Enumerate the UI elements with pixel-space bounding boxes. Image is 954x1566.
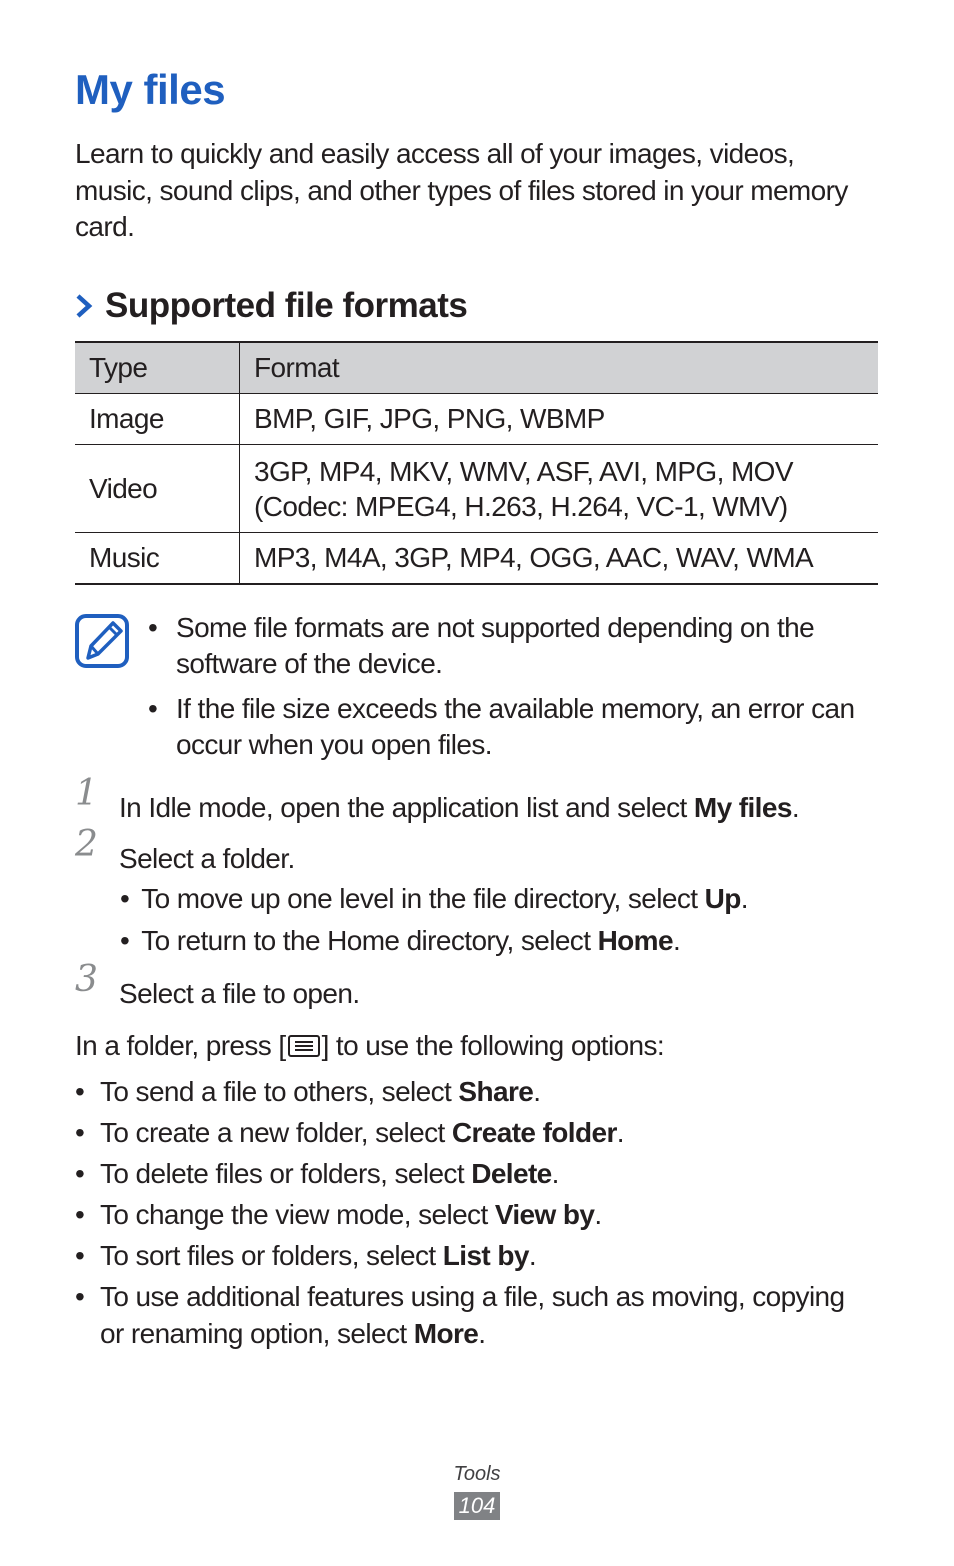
option-bold: List by — [442, 1240, 529, 1271]
option-text: To change the view mode, select — [100, 1199, 495, 1230]
list-item — [75, 1156, 865, 1193]
page-number-badge: 104 — [454, 1492, 500, 1520]
substep-end: . — [672, 925, 681, 956]
note-item: • Some file formats are not supported depending on the software of the device. — [148, 610, 868, 682]
list-item — [75, 1238, 865, 1275]
option-end: . — [616, 1117, 624, 1148]
substep-item — [120, 925, 680, 957]
option-end: . — [551, 1158, 559, 1189]
step-text-plain: In Idle mode, open the application list and select — [119, 792, 694, 823]
option-bold: View by — [494, 1199, 595, 1230]
page-title: My files — [75, 66, 226, 113]
footer-section-label: Tools — [453, 1463, 501, 1485]
option-text: To delete files or folders, select — [100, 1158, 472, 1189]
format-line: 3GP, MP4, MKV, WMV, ASF, AVI, MPG, MOV — [254, 455, 793, 487]
table-row — [75, 445, 878, 533]
option-end: . — [478, 1317, 486, 1349]
menu-key-icon — [288, 1035, 320, 1057]
table-row — [75, 533, 878, 585]
section-heading — [75, 286, 467, 326]
option-end: . — [528, 1240, 537, 1271]
table-cell-type: Video — [75, 445, 240, 533]
step-text: Select a file to open. — [119, 978, 360, 1009]
substep-end: . — [740, 883, 748, 914]
list-item — [75, 1115, 865, 1152]
option-bold: Delete — [471, 1158, 552, 1189]
table-cell-type: Music — [75, 533, 240, 585]
options-intro-before: In a folder, press [ — [75, 1030, 286, 1061]
substep-bold: Home — [597, 925, 673, 956]
options-intro — [75, 1030, 664, 1062]
list-item — [75, 1074, 865, 1111]
list-item — [75, 1197, 865, 1234]
options-list — [75, 1074, 865, 1357]
table-header-format: Format — [240, 342, 879, 394]
table-row — [75, 394, 878, 445]
step-number: 2 — [75, 824, 98, 865]
step-text-end: . — [791, 792, 799, 823]
option-bold: Share — [458, 1076, 534, 1107]
note-item: • If the file size exceeds the available memory, an error can occur when you open files. — [148, 691, 868, 763]
section-heading-text: Supported file formats — [105, 286, 468, 325]
chevron-right-icon — [75, 294, 93, 318]
table-header-row — [75, 342, 878, 394]
list-item — [75, 1279, 865, 1352]
option-end: . — [533, 1076, 541, 1107]
substep-text: To move up one level in the file directory, select — [141, 883, 705, 914]
option-text: To sort files or folders, select — [100, 1240, 443, 1271]
option-bold: More — [413, 1317, 479, 1349]
step-number: 3 — [75, 959, 98, 1000]
option-text: To send a file to others, select — [100, 1076, 459, 1107]
substep-item — [120, 883, 748, 915]
intro-paragraph: Learn to quickly and easily access all of your images, videos, music, sound clips, and other types of files stored in your memory card. — [75, 138, 848, 242]
table-cell-format — [240, 445, 879, 533]
step-text: Select a folder. — [119, 843, 295, 874]
substep-text: To return to the Home directory, select — [141, 925, 598, 956]
table-cell-type: Image — [75, 394, 240, 445]
table-cell-format: MP3, M4A, 3GP, MP4, OGG, AAC, WAV, WMA — [240, 533, 879, 585]
notes-list — [148, 610, 868, 772]
step-number: 1 — [75, 773, 98, 814]
table-cell-format: BMP, GIF, JPG, PNG, WBMP — [240, 394, 879, 445]
format-line: (Codec: MPEG4, H.263, H.264, VC-1, WMV) — [254, 490, 788, 522]
option-text: To create a new folder, select — [100, 1117, 452, 1148]
file-formats-table — [75, 341, 878, 585]
note-pencil-icon — [75, 614, 129, 668]
substep-bold: Up — [704, 883, 741, 914]
option-text: To use additional features using a file, such as moving, copying or renaming option, select — [100, 1281, 845, 1349]
option-bold: Create folder — [451, 1117, 617, 1148]
table-header-type: Type — [75, 342, 240, 394]
option-end: . — [594, 1199, 602, 1230]
options-intro-after: ] to use the following options: — [321, 1030, 665, 1061]
step-text — [119, 790, 799, 826]
step-text-bold: My files — [693, 792, 792, 823]
